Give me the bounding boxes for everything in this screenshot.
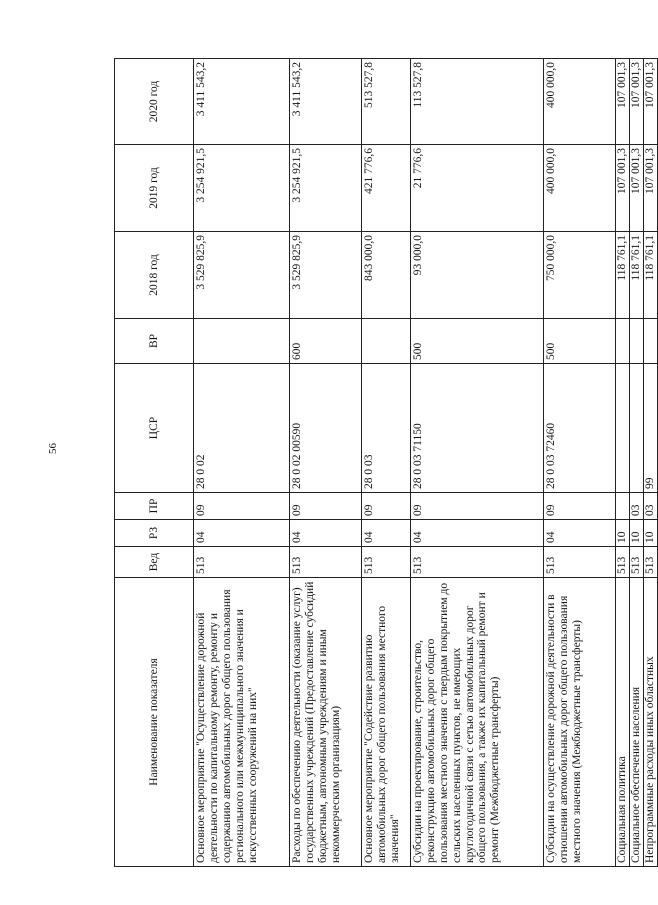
row-name: Расходы по обеспечению деятельности (оказание услуг) государственных учреждений (Предоставление субсидий бюджетным, автономным учреждениям и иным некоммерческим организациям) (290, 578, 362, 867)
rotated-table-container (114, 59, 656, 867)
row-2019: 421 776,6 (362, 145, 411, 232)
row-name: Основное мероприятие "Осуществление дорожной деятельности по капитальному ремонту, ремонту и содержанию автомобильных дорог общего пользования регионального или межмуниципального значения и искусственных сооружений на них" (194, 578, 290, 867)
header-2019: 2019 год (115, 145, 194, 232)
row-2020: 107 001,3 (630, 59, 644, 145)
row-ved: 513 (411, 547, 544, 578)
row-2018: 118 761,1 (644, 232, 658, 319)
row-ved: 513 (290, 547, 362, 578)
row-2018: 3 529 825,9 (290, 232, 362, 319)
row-vr (644, 319, 658, 364)
row-pr: 09 (544, 493, 616, 520)
table-row (290, 59, 362, 867)
row-pr (616, 493, 630, 520)
row-ved: 513 (544, 547, 616, 578)
row-2019: 21 776,6 (411, 145, 544, 232)
row-2019: 107 001,3 (644, 145, 658, 232)
row-csr: 99 (644, 364, 658, 493)
row-2019: 107 001,3 (616, 145, 630, 232)
header-name: Наименование показателя (115, 578, 194, 867)
row-pr: 09 (362, 493, 411, 520)
row-name: Социальное обеспечение населения (630, 578, 644, 867)
row-name: Социальная политика (616, 578, 630, 867)
row-vr (630, 319, 644, 364)
row-vr (362, 319, 411, 364)
row-pr: 09 (194, 493, 290, 520)
row-rz: 04 (194, 520, 290, 547)
row-csr: 28 0 03 (362, 364, 411, 493)
row-rz: 04 (290, 520, 362, 547)
header-row (115, 59, 194, 867)
row-2018: 118 761,1 (630, 232, 644, 319)
row-ved: 513 (362, 547, 411, 578)
row-pr: 09 (290, 493, 362, 520)
row-2020: 107 001,3 (616, 59, 630, 145)
row-2020: 107 001,3 (644, 59, 658, 145)
row-ved: 513 (194, 547, 290, 578)
row-csr (616, 364, 630, 493)
row-vr: 500 (544, 319, 616, 364)
row-2018: 3 529 825,9 (194, 232, 290, 319)
row-pr: 09 (411, 493, 544, 520)
row-2018: 843 000,0 (362, 232, 411, 319)
header-csr: ЦСР (115, 364, 194, 493)
row-vr (194, 319, 290, 364)
row-pr: 03 (644, 493, 658, 520)
row-name: Основное мероприятие "Содействие развитию автомобильных дорог общего пользования местного значения" (362, 578, 411, 867)
row-2018: 93 000,0 (411, 232, 544, 319)
row-vr: 500 (411, 319, 544, 364)
row-2020: 513 527,8 (362, 59, 411, 145)
row-2020: 3 411 543,2 (194, 59, 290, 145)
row-csr: 28 0 03 71150 (411, 364, 544, 493)
header-ved: Вед (115, 547, 194, 578)
table-row (411, 59, 544, 867)
row-csr: 28 0 02 (194, 364, 290, 493)
row-pr: 03 (630, 493, 644, 520)
table-row (194, 59, 290, 867)
row-2018: 750 000,0 (544, 232, 616, 319)
table-row (616, 59, 630, 867)
table-row (630, 59, 644, 867)
row-rz: 04 (544, 520, 616, 547)
row-csr (630, 364, 644, 493)
row-rz: 04 (411, 520, 544, 547)
table-row (644, 59, 658, 867)
row-csr: 28 0 03 72460 (544, 364, 616, 493)
table-row (362, 59, 411, 867)
budget-table (114, 58, 658, 867)
row-rz: 04 (362, 520, 411, 547)
header-2020: 2020 год (115, 59, 194, 145)
row-2020: 3 411 543,2 (290, 59, 362, 145)
row-rz: 10 (630, 520, 644, 547)
row-ved: 513 (616, 547, 630, 578)
row-name: Субсидии на проектирование, строительство, реконструкцию автомобильных дорог общего пользования местного значения с твердым покрытием до сельских населенных пунктов, не имеющих круглогодичной связи с сетью автомобильных дорог общего пользования, а также их капитальный ремонт и ремонт (Межбюджетные трансферты) (411, 578, 544, 867)
row-2019: 400 000,0 (544, 145, 616, 232)
row-2019: 3 254 921,5 (290, 145, 362, 232)
page-number: 56 (47, 443, 59, 454)
header-2018: 2018 год (115, 232, 194, 319)
row-rz: 10 (644, 520, 658, 547)
row-2020: 113 527,8 (411, 59, 544, 145)
row-name: Непрограммные расходы иных областных (644, 578, 658, 867)
row-ved: 513 (644, 547, 658, 578)
row-2020: 400 000,0 (544, 59, 616, 145)
row-2019: 3 254 921,5 (194, 145, 290, 232)
header-rz: РЗ (115, 520, 194, 547)
header-pr: ПР (115, 493, 194, 520)
table-row (544, 59, 616, 867)
row-name: Субсидии на осуществление дорожной деятельности в отношении автомобильных дорог общего пользования местного значения (Межбюджетные трансферты) (544, 578, 616, 867)
row-rz: 10 (616, 520, 630, 547)
row-csr: 28 0 02 00590 (290, 364, 362, 493)
row-2019: 107 001,3 (630, 145, 644, 232)
row-2018: 118 761,1 (616, 232, 630, 319)
row-vr (616, 319, 630, 364)
header-vr: ВР (115, 319, 194, 364)
row-ved: 513 (630, 547, 644, 578)
row-vr: 600 (290, 319, 362, 364)
